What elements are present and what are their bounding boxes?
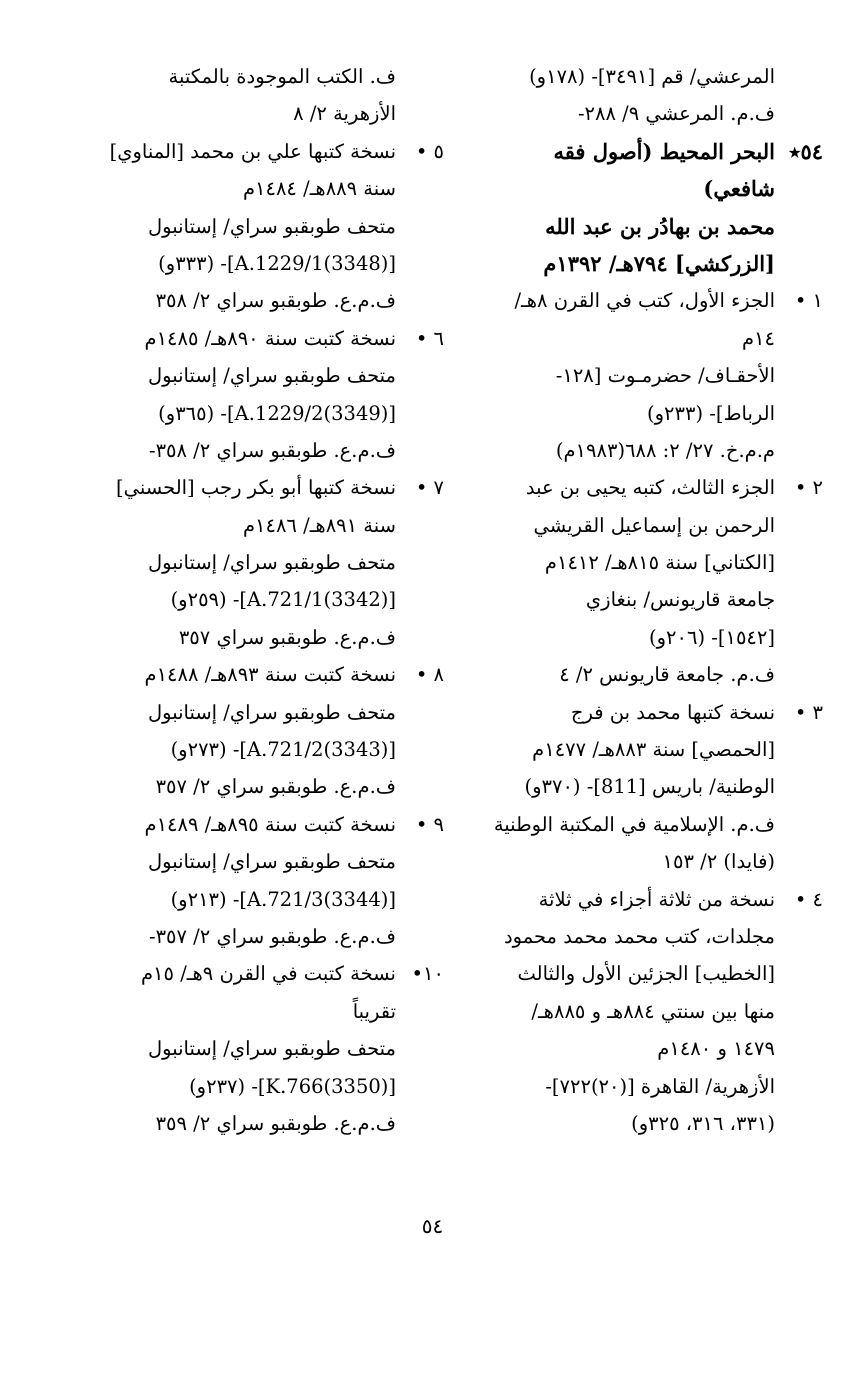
text-line: تقريباً <box>352 999 396 1023</box>
text-line: نسخة كتبت سنة ٨٩٥هـ/ ١٤٨٩م <box>144 812 396 836</box>
entry-number: ٨ • <box>415 663 444 687</box>
text-line: ف.م.ع. طوبقبو سراي ٢/ ٣٥٧- <box>148 924 396 948</box>
text-line: نسخة من ثلاثة أجزاء في ثلاثة <box>538 887 775 911</box>
text-line: ف.م.ع. طوبقبو سراي ٢/ ٣٥٨- <box>148 438 396 462</box>
text-line: سنة ٨٩١هـ/ ١٤٨٦م <box>242 513 396 537</box>
text-line: [الخطيب] الجزئين الأول والثالث <box>517 962 775 986</box>
text-line: متحف طوبقبو سراي/ إستانبول <box>147 364 396 388</box>
text-line: متحف طوبقبو سراي/ إستانبول <box>147 214 396 238</box>
entry-number: ٥ • <box>415 139 444 163</box>
author-line <box>470 208 815 283</box>
text-line: ف.م. المرعشي ٩/ ٢٨٨- <box>577 102 775 126</box>
text-line: الأزهرية ٢/ ٨ <box>293 102 396 126</box>
text-line: الجزء الثالث، كتبه يحيى بن عبد <box>525 476 775 500</box>
text-line: (٣٣١، ٣١٦، ٣٢٥و) <box>631 1111 775 1135</box>
manuscript-entry <box>78 320 444 470</box>
text-line: نسخة كتبت في القرن ٩هـ/ ١٥م <box>140 962 396 986</box>
manuscript-entry <box>470 469 823 693</box>
entry-number: ٧ • <box>415 476 444 500</box>
text-line: نسخة كتبها محمد بن فرج <box>570 700 775 724</box>
manuscript-entry <box>78 133 444 320</box>
text-line: محمد بن بهادُر بن عبد الله <box>545 213 775 239</box>
page-number: ٥٤ <box>421 1214 444 1238</box>
text-line: [الكتاني] سنة ٨١٥هـ/ ١٤١٢م <box>544 551 775 575</box>
text-line: جامعة قاريونس/ بنغازي <box>585 588 775 612</box>
entry-number: ٥٤٭ <box>788 138 823 164</box>
manuscript-entry <box>470 282 823 469</box>
text-line: منها بين سنتي ٨٨٤هـ و ٨٨٥هـ/ <box>531 999 775 1023</box>
text-line: [(3348)A.1229/1]- (٣٣٣و) <box>158 251 396 275</box>
right-column <box>470 58 823 1142</box>
text-line: ف. الكتب الموجودة بالمكتبة <box>168 65 396 88</box>
text-line: [(3342)A.721/1]- (٢٥٩و) <box>170 588 396 612</box>
text-line: سنة ٨٨٩هـ/ ١٤٨٤م <box>242 177 396 201</box>
manuscript-entry <box>470 881 823 1143</box>
entry-number: ٣ • <box>794 700 823 724</box>
book-heading <box>470 133 823 208</box>
text-line: ف.م. جامعة قاريونس ٢/ ٤ <box>559 663 775 687</box>
text-line: البحر المحيط (أصول فقه <box>553 138 775 164</box>
text-line: نسخة كتبت سنة ٨٩٠هـ/ ١٤٨٥م <box>144 326 396 350</box>
text-line: ف.م.ع. طوبقبو سراي ٢/ ٣٥٧ <box>155 775 396 799</box>
text-line: مجلدات، كتب محمد محمد محمود <box>503 924 775 948</box>
entry-number: ٢ • <box>794 476 823 500</box>
text-line: نسخة كتبها علي بن محمد [المناوي] <box>109 139 396 163</box>
manuscript-entry <box>78 656 444 806</box>
text-line: الأحقـاف/ حضرمـوت [١٢٨- <box>555 364 775 388</box>
text-line: ف.م. الإسلامية في المكتبة الوطنية <box>493 812 775 836</box>
text-line: الجزء الأول، كتب في القرن ٨هـ/ <box>514 289 775 313</box>
entry-number: ٩ • <box>415 812 444 836</box>
text-line: نسخة كتبها أبو بكر رجب [الحسني] <box>115 476 396 500</box>
text-line: الرحمن بن إسماعيل القريشي <box>533 513 775 537</box>
text-line: ف.م.ع. طوبقبو سراي ٢/ ٣٥٩ <box>155 1111 396 1135</box>
text-line: الأزهرية/ القاهرة [(٢٠)٧٢٢]- <box>545 1074 775 1098</box>
text-line: ف.م.ع. طوبقبو سراي ٣٥٧ <box>178 625 396 649</box>
text-line: الرباط]- (٢٣٣و) <box>647 401 775 425</box>
manuscript-entry <box>78 469 444 656</box>
text-line: م.م.خ. ٢٧/ ٢: ٦٨٨(١٩٨٣م) <box>555 438 775 462</box>
manuscript-entry <box>470 694 823 881</box>
text-line: متحف طوبقبو سراي/ إستانبول <box>147 700 396 724</box>
text-line: (فايدا) ٢/ ١٥٣ <box>662 850 775 874</box>
entry-number: ١ • <box>794 289 823 313</box>
text-line: [(3344)A.721/3]- (٢١٣و) <box>170 887 396 911</box>
manuscript-entry <box>78 806 444 956</box>
text-line: [الحمصي] سنة ٨٨٣هـ/ ١٤٧٧م <box>532 738 775 762</box>
entry-number: ٤ • <box>794 887 823 911</box>
text-line: شافعي) <box>703 176 775 202</box>
text-line: [١٥٤٢]- (٢٠٦و) <box>649 625 775 649</box>
text-line: المرعشي/ قم [٣٤٩١]- (١٧٨و) <box>529 65 775 88</box>
text-line: ف.م.ع. طوبقبو سراي ٢/ ٣٥٨ <box>155 289 396 313</box>
text-line: متحف طوبقبو سراي/ إستانبول <box>147 850 396 874</box>
text-line: [الزركشي] ٧٩٤هـ/ ١٣٩٢م <box>543 250 775 276</box>
text-line: [(3350)K.766]- (٢٣٧و) <box>189 1074 396 1098</box>
text-line: [(3349)A.1229/2]- (٣٦٥و) <box>158 401 396 425</box>
entry-number: ٦ • <box>415 326 444 350</box>
text-line: ١٤م <box>741 326 775 350</box>
manuscript-entry <box>78 955 444 1142</box>
text-line: نسخة كتبت سنة ٨٩٣هـ/ ١٤٨٨م <box>144 663 396 687</box>
text-line: الوطنية/ باريس [811]- (٣٧٠و) <box>524 775 775 799</box>
text-line: [(3343)A.721/2]- (٢٧٣و) <box>170 738 396 762</box>
text-line: متحف طوبقبو سراي/ إستانبول <box>147 1037 396 1061</box>
left-column <box>78 58 444 1142</box>
text-line: متحف طوبقبو سراي/ إستانبول <box>147 551 396 575</box>
entry-number: ١٠• <box>411 962 444 986</box>
text-line: ١٤٧٩ و ١٤٨٠م <box>657 1037 775 1061</box>
